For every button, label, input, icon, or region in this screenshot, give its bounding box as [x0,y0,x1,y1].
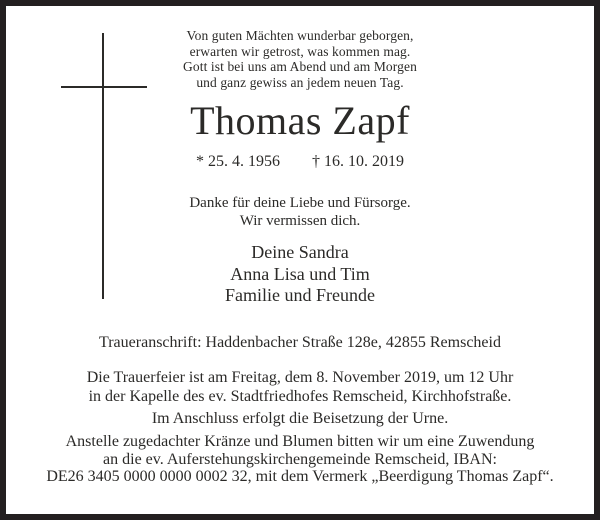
mourners-list [6,242,594,307]
verse-line: Gott ist bei uns am Abend und am Morgen [183,59,417,74]
death-date-value: 16. 10. 2019 [324,153,404,170]
funeral-line: in der Kapelle des ev. Stadtfriedhofes Remscheid, Kirchhofstraße. [88,387,512,405]
verse-line: und ganz gewiss an jedem neuen Tag. [196,74,404,90]
funeral-details [6,369,594,429]
funeral-line: Im Anschluss erfolgt die Beisetzung der Urne. [151,410,449,427]
deceased-name: Thomas Zapf [190,98,410,143]
condolence-line: Wir vermissen dich. [239,213,361,229]
mourner-line: Anna Lisa und Tim [230,263,370,284]
life-dates [6,152,594,172]
opening-verse [6,28,594,90]
birth-date [196,152,280,172]
mourning-address: Traueranschrift: Haddenbacher Straße 128e, 42855 Remscheid [99,334,501,351]
donation-request [6,433,594,486]
condolence-text [6,194,594,230]
birth-date-value: 25. 4. 1956 [208,153,280,170]
condolence-line: Danke für deine Liebe und Fürsorge. [189,195,411,211]
born-star-icon: * [196,153,204,170]
donation-line: DE26 3405 0000 0000 0002 32, mit dem Vermerk „Beerdigung Thomas Zapf“. [46,468,554,485]
dagger-icon: † [312,153,320,170]
verse-line: Von guten Mächten wunderbar geborgen, [186,28,414,43]
mourner-line: Deine Sandra [251,242,349,262]
verse-line: erwarten wir getrost, was kommen mag. [189,43,411,59]
funeral-line: Die Trauerfeier ist am Freitag, dem 8. November 2019, um 12 Uhr [86,369,514,386]
death-date [312,152,404,172]
donation-line: Anstelle zugedachter Kränze und Blumen bitten wir um eine Zuwendung [65,433,535,450]
donation-line: an die ev. Auferstehungskirchengemeinde Remscheid, IBAN: [103,450,497,468]
mourner-line: Familie und Freunde [225,285,375,305]
